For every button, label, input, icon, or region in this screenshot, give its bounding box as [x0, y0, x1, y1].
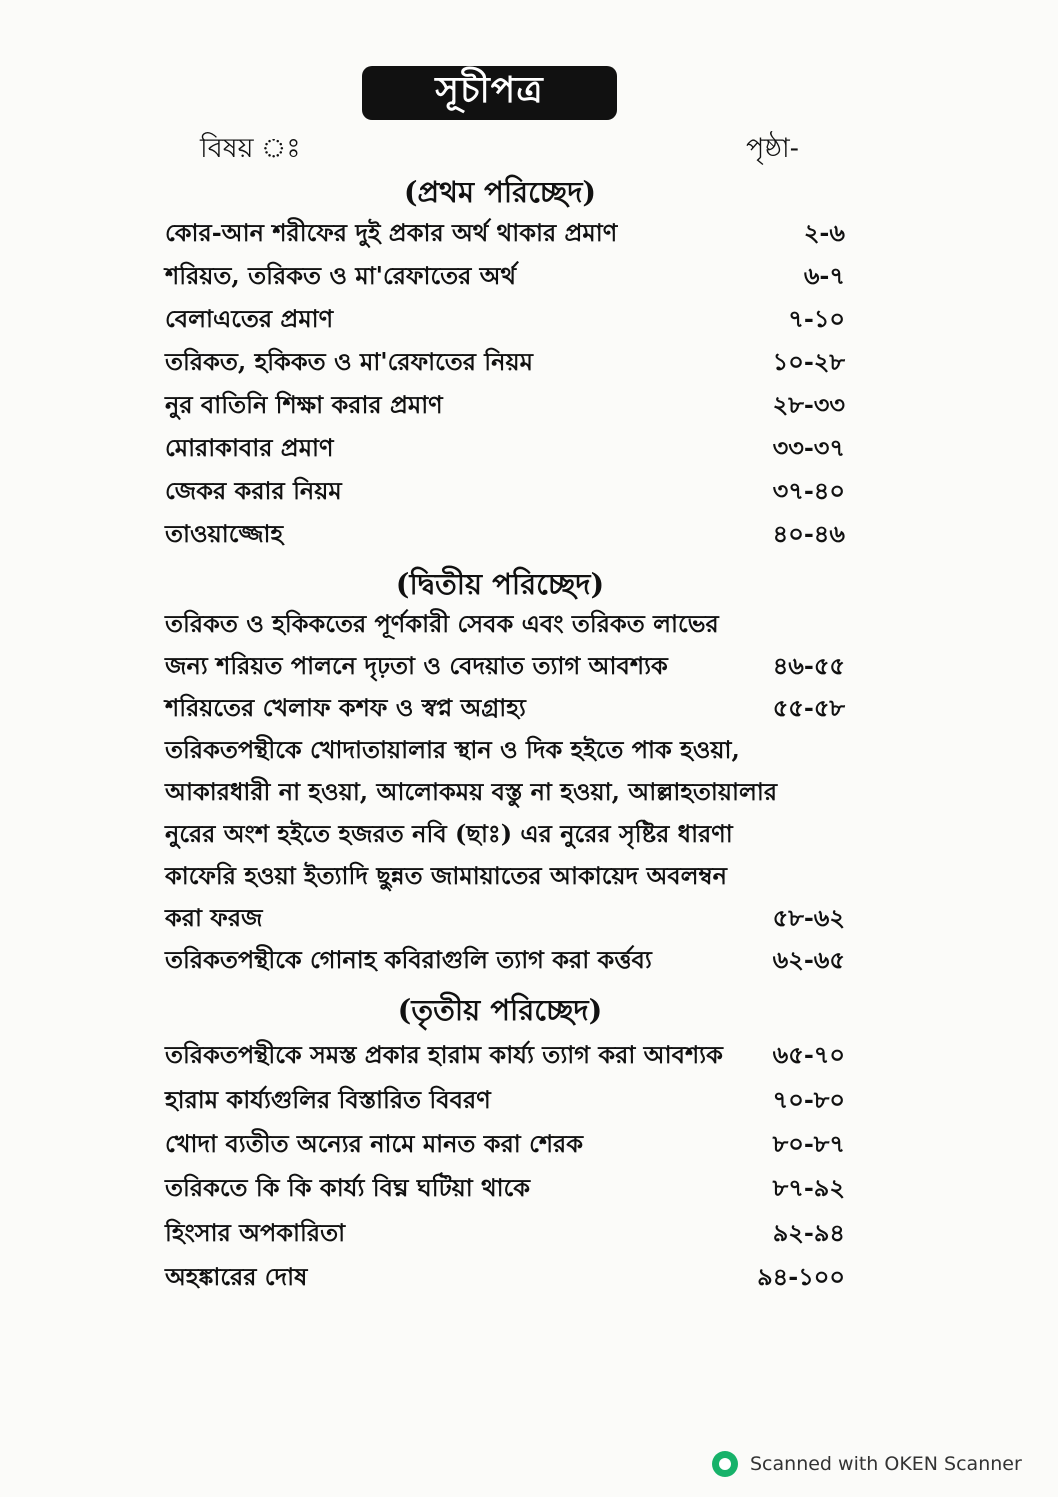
toc-entry-title: করা ফরজ [165, 903, 263, 932]
toc-entry-title: জেকর করার নিয়ম [165, 476, 342, 505]
toc-entry [165, 1126, 845, 1166]
toc-entry [165, 1259, 845, 1299]
toc-entry-title: শরিয়ত, তরিকত ও মা'রেফাতের অর্থ [165, 261, 516, 290]
toc-entry-pages: ৩৭-৪০ [772, 476, 845, 505]
toc-entry-title: তরিকতে কি কি কার্য্য বিঘ্ন ঘটিয়া থাকে [165, 1173, 531, 1202]
toc-entry-title: মোরাকাবার প্রমাণ [165, 433, 334, 462]
toc-entry [165, 473, 845, 513]
toc-entry-title: বেলাএতের প্রমাণ [165, 304, 334, 333]
toc-entry-pages: ৯২-৯৪ [772, 1218, 845, 1247]
toc-entry-title: তরিকতপন্থীকে গোনাহ কবিরাগুলি ত্যাগ করা কর্ত্তব্য [165, 945, 652, 974]
toc-entry [165, 258, 845, 298]
toc-entry-title: তরিকতপন্থীকে সমস্ত প্রকার হারাম কার্য্য ত্যাগ করা আবশ্যক [165, 1040, 723, 1069]
toc-entry [165, 1170, 845, 1210]
chapter-heading-3: (তৃতীয় পরিচ্ছেদ) [397, 993, 603, 1027]
toc-entry-pages: ৫৮-৬২ [772, 903, 845, 932]
toc-entry-pages: ৬৫-৭০ [772, 1040, 845, 1069]
subject-column-label: বিষয় ঃ [200, 133, 301, 164]
toc-entry-pages: ৬-৭ [803, 261, 845, 290]
toc-entry [165, 430, 845, 470]
toc-entry-line [165, 732, 845, 772]
toc-entry [165, 1037, 845, 1077]
toc-entry [165, 900, 845, 940]
scanner-watermark [712, 1448, 1022, 1480]
toc-entry-title: কাফেরি হওয়া ইত্যাদি ছুন্নত জামায়াতের আকায়েদ অবলম্বন [165, 861, 727, 890]
toc-entry-title: তরিকতপন্থীকে খোদাতায়ালার স্থান ও দিক হইতে পাক হওয়া, [165, 735, 740, 764]
toc-entry [165, 387, 845, 427]
toc-entry [165, 1082, 845, 1122]
toc-entry-line [165, 816, 845, 856]
toc-entry-pages: ৬২-৬৫ [772, 945, 845, 974]
toc-entry-pages: ৭-১০ [788, 304, 845, 333]
toc-entry [165, 516, 845, 556]
toc-entry-title: তরিকত, হকিকত ও মা'রেফাতের নিয়ম [165, 347, 533, 376]
toc-entry-pages: ৪৬-৫৫ [772, 651, 845, 680]
toc-entry-pages: ২-৬ [803, 218, 845, 247]
toc-entry [165, 215, 845, 255]
toc-entry-pages: ৭০-৮০ [772, 1085, 845, 1114]
chapter-heading-1: (প্রথম পরিচ্ছেদ) [403, 175, 597, 209]
toc-entry-title: জন্য শরিয়ত পালনে দৃঢ়তা ও বেদয়াত ত্যাগ আবশ্যক [165, 651, 668, 680]
toc-entry-title: হিংসার অপকারিতা [165, 1218, 346, 1247]
toc-entry-title: নুরের অংশ হইতে হজরত নবি (ছাঃ) এর নুরের সৃষ্টির ধারণা [165, 819, 733, 848]
toc-entry-pages: ৮৭-৯২ [772, 1173, 845, 1202]
toc-entry [165, 344, 845, 384]
toc-entry-pages: ৮০-৮৭ [772, 1129, 845, 1158]
toc-entry-title: নুর বাতিনি শিক্ষা করার প্রমাণ [165, 390, 443, 419]
page-column-label: পৃষ্ঠা- [746, 133, 799, 164]
toc-entry-line [165, 606, 845, 646]
toc-entry [165, 942, 845, 982]
toc-entry-line [165, 774, 845, 814]
scanner-watermark-text: Scanned with OKEN Scanner [750, 1453, 1022, 1475]
page-title-banner [362, 66, 617, 120]
toc-entry-pages: ২৮-৩৩ [772, 390, 845, 419]
toc-entry [165, 301, 845, 341]
toc-entry-pages: ১০-২৮ [772, 347, 845, 376]
oken-logo-icon [712, 1451, 738, 1477]
toc-entry-line [165, 858, 845, 898]
toc-entry-title: তাওয়াজ্জোহ [165, 519, 284, 548]
toc-entry-pages: ৯৪-১০০ [757, 1262, 845, 1291]
page-title: সূচীপত্র [435, 70, 544, 111]
toc-entry-title: তরিকত ও হকিকতের পূর্ণকারী সেবক এবং তরিকত লাভের [165, 609, 719, 638]
toc-entry [165, 1215, 845, 1255]
toc-entry-pages: ৫৫-৫৮ [772, 693, 845, 722]
toc-entry-pages: ৩৩-৩৭ [772, 433, 845, 462]
toc-entry-title: আকারধারী না হওয়া, আলোকময় বস্তু না হওয়া, আল্লাহতায়ালার [165, 777, 778, 806]
toc-entry-pages: ৪০-৪৬ [772, 519, 845, 548]
toc-entry-title: শরিয়তের খেলাফ কশফ ও স্বপ্ন অগ্রাহ্য [165, 693, 526, 722]
toc-entry-title: খোদা ব্যতীত অন্যের নামে মানত করা শেরক [165, 1129, 584, 1158]
toc-entry [165, 690, 845, 730]
chapter-heading-2: (দ্বিতীয় পরিচ্ছেদ) [395, 567, 605, 601]
toc-entry-title: অহঙ্কারের দোষ [165, 1262, 308, 1291]
toc-entry [165, 648, 845, 688]
toc-entry-title: হারাম কার্য্যগুলির বিস্তারিত বিবরণ [165, 1085, 491, 1114]
toc-entry-title: কোর-আন শরীফের দুই প্রকার অর্থ থাকার প্রমাণ [165, 218, 618, 247]
